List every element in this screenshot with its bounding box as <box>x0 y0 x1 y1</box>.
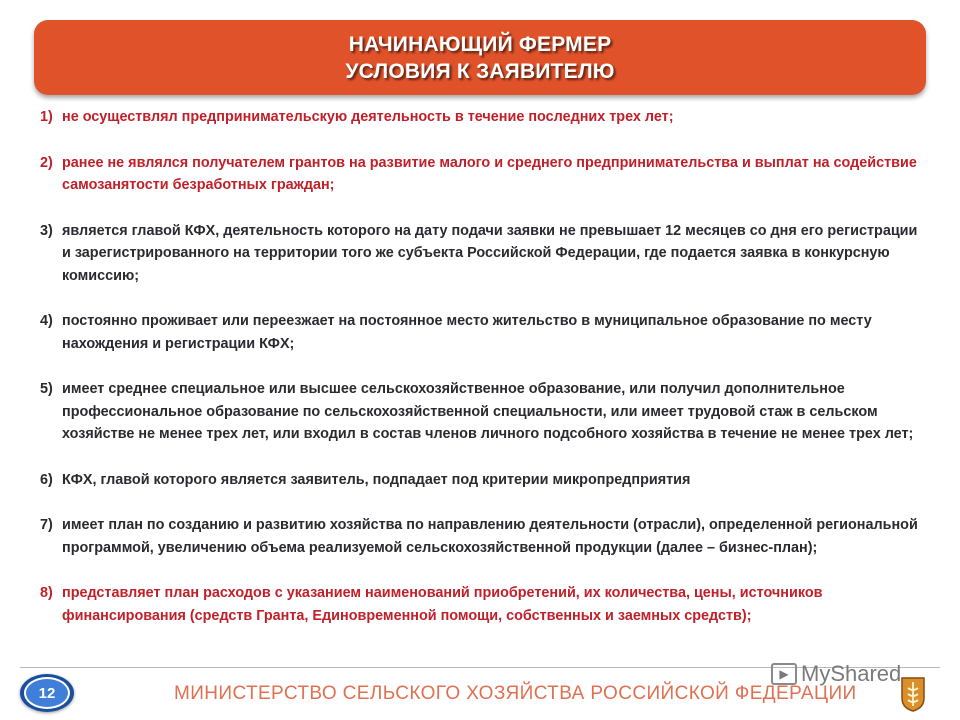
item-text: постоянно проживает или переезжает на постоянное место жительство в муниципальное образование по месту нахождения и регистрации КФХ; <box>62 313 872 352</box>
requirements-list <box>40 106 930 627</box>
ministry-emblem-icon <box>900 676 926 712</box>
list-item-1 <box>40 106 930 129</box>
list-item-3 <box>40 220 930 288</box>
list-item-5 <box>40 378 930 446</box>
item-number: 2) <box>40 154 53 171</box>
title-line-2: УСЛОВИЯ К ЗАЯВИТЕЛЮ <box>345 59 615 83</box>
item-number: 8) <box>40 585 53 601</box>
watermark <box>771 661 901 687</box>
item-number: 7) <box>40 517 53 533</box>
item-text: КФХ, главой которого является заявитель, подпадает под критерии микропредприятия <box>62 471 691 488</box>
watermark-text: MyShared <box>801 661 902 686</box>
page-number: 12 <box>24 677 70 709</box>
ministry-name: МИНИСТЕРСТВО СЕЛЬСКОГО ХОЗЯЙСТВА РОССИЙСКОЙ ФЕДЕРАЦИИ <box>174 683 857 704</box>
item-number: 3) <box>40 222 53 239</box>
item-number: 4) <box>40 313 53 329</box>
myshared-logo-icon: ▶ <box>771 663 797 685</box>
item-text: не осуществлял предпринимательскую деятельность в течение последних трех лет; <box>62 109 674 125</box>
item-text: ранее не являлся получателем грантов на развитие малого и среднего предпринимательства и выплат на содействие самозанятости безработных граждан; <box>62 154 917 193</box>
title-line-1: НАЧИНАЮЩИЙ ФЕРМЕР <box>348 32 612 56</box>
badge-ring <box>20 674 74 712</box>
list-item-8 <box>40 582 930 627</box>
list-item-6 <box>40 469 930 492</box>
item-number: 5) <box>40 381 53 397</box>
list-item-4 <box>40 310 930 355</box>
item-number: 6) <box>40 471 53 488</box>
title-banner <box>34 20 926 95</box>
list-item-2 <box>40 152 930 197</box>
item-number: 1) <box>40 109 53 125</box>
list-item-7 <box>40 514 930 559</box>
item-text: является главой КФХ, деятельность которого на дату подачи заявки не превышает 12 месяцев со дня его регистрации и зарегистрированного на территории того же субъекта Российской Федерации, где подается заявка в конкурсную комиссию; <box>62 222 918 284</box>
item-text: имеет план по созданию и развитию хозяйства по направлению деятельности (отрасли), определенной региональной программой, увеличению объема реализуемой сельскохозяйственной продукции (далее – бизнес-план); <box>62 517 918 556</box>
page-number-badge <box>18 672 76 714</box>
item-text: имеет среднее специальное или высшее сельскохозяйственное образование, или получил дополнительное профессиональное образование по сельскохозяйственной специальности, или имеет трудовой стаж в сельском хозяйстве не менее трех лет, или входил в состав членов личного подсобного хозяйства в течение не менее трех лет; <box>62 381 914 442</box>
item-text: представляет план расходов с указанием наименований приобретений, их количества, цены, источников финансирования (средств Гранта, Единовременной помощи, собственных и заемных средств); <box>62 585 823 624</box>
